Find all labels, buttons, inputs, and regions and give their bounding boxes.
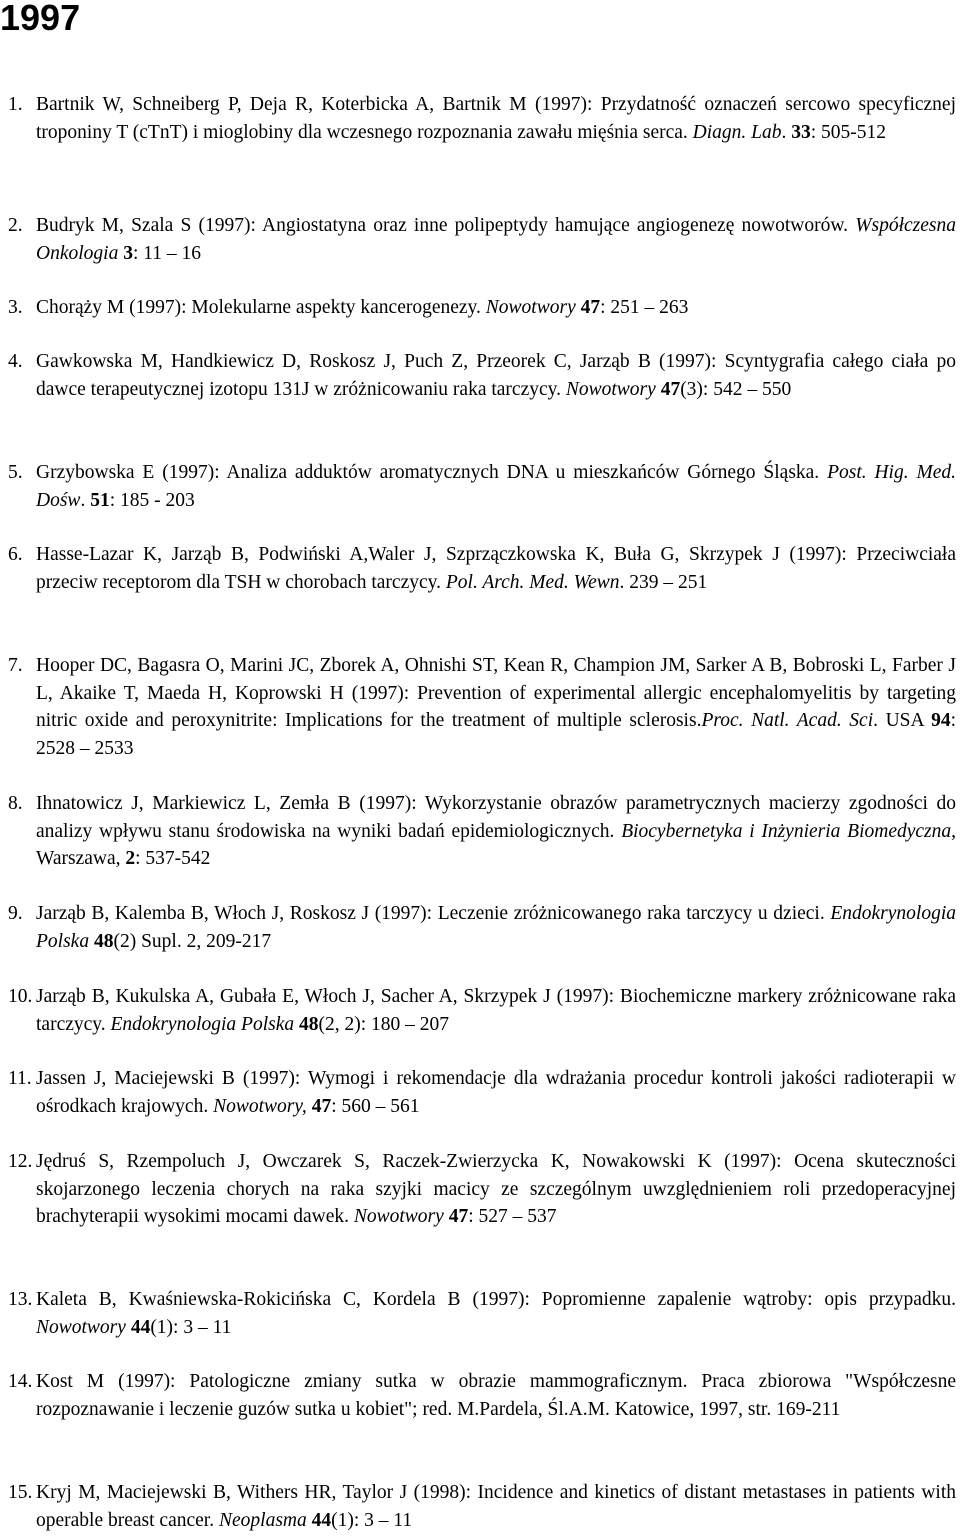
- reference-segment: : 11 – 16: [132, 242, 202, 264]
- reference-segment: Hasse-Lazar K, Jarząb B, Podwiński A,Waler J, Szprzączkowska K, Buła G, Skrzypek J (1997): Przeciwciała przeciw receptorom dla TSH w chorobach tarczycy.: [36, 544, 956, 593]
- reference-segment: Jędruś S, Rzempoluch J, Owczarek S, Raczek-Zwierzycka K, Nowakowski K (1997): Ocena skuteczności skojarzonego leczenia chorych na raka szyjki macicy ze szczególnym uwzględnieniem roli przedoperacyjnej brachyterapii wysokimi mocami dawek.: [36, 1151, 956, 1228]
- reference-text: [36, 1065, 956, 1120]
- reference-segment: Ihnatowicz J, Markiewicz L, Zemła B (1997): Wykorzystanie obrazów parametrycznych macierzy zgodności do analizy wpływu stanu środowiska na wyniki badań epidemiologicznych.: [36, 793, 956, 842]
- reference-segment: : 251 – 263: [600, 297, 689, 318]
- reference-number: 9.: [8, 903, 23, 924]
- volume-number: 51: [90, 489, 110, 511]
- reference-segment: Kaleta B, Kwaśniewska-Rokicińska C, Kordela B (1997): Popromienne zapalenie wątroby: opis przypadku.: [36, 1289, 956, 1310]
- reference-number: 7.: [8, 655, 23, 676]
- volume-number: 48: [298, 1013, 319, 1035]
- reference-text: [36, 983, 956, 1038]
- reference-number: 10.: [8, 986, 33, 1007]
- reference-segment: . USA: [873, 710, 932, 732]
- journal-title: Biocybernetyka i Inżynieria Biomedyczna: [621, 820, 952, 842]
- reference-segment: Bartnik W, Schneiberg P, Deja R, Koterbicka A, Bartnik M (1997): Przydatność oznaczeń sercowo specyficznej troponiny T (cTnT) i mioglobiny dla wczesnego rozpoznania zawału mięśnia serca.: [36, 94, 956, 143]
- reference-segment: (1): 3 – 11: [150, 1316, 232, 1338]
- reference-text: [36, 1148, 956, 1231]
- journal-title: Diagn. Lab: [692, 121, 782, 143]
- reference-segment: Kost M (1997): Patologiczne zmiany sutka w obrazie mammograficznym. Praca zbiorowa "Współczesne rozpoznawanie i leczenie guzów sutka u kobiet"; red. M.Pardela, Śl.A.M. Katowice, 1997, str. 169-211: [36, 1371, 956, 1420]
- reference-text: [36, 790, 956, 873]
- volume-number: 44: [130, 1316, 151, 1338]
- reference-text: [36, 294, 956, 322]
- volume-number: 33: [791, 121, 811, 143]
- reference-segment: Jassen J, Maciejewski B (1997): Wymogi i rekomendacje dla wdrażania procedur kontroli jakości radioterapii w ośrodkach krajowych.: [36, 1068, 956, 1117]
- reference-text: [36, 459, 956, 514]
- reference-text: [36, 652, 956, 763]
- reference-segment: Grzybowska E (1997): Analiza adduktów aromatycznych DNA u mieszkańców Górnego Śląska.: [36, 462, 828, 483]
- reference-number: 6.: [8, 544, 23, 565]
- reference-segment: (3): 542 – 550: [680, 378, 792, 400]
- journal-title: Pol. Arch. Med. Wewn: [445, 571, 620, 593]
- journal-title: Nowotwory: [353, 1206, 444, 1228]
- reference-segment: Jarząb B, Kukulska A, Gubała E, Włoch J, Sacher A, Skrzypek J (1997): Biochemiczne markery zróżnicowane raka tarczycy.: [36, 986, 956, 1035]
- reference-number: 15.: [8, 1482, 33, 1503]
- reference-segment: .: [80, 489, 91, 511]
- reference-text: [36, 91, 956, 146]
- reference-segment: . 239 – 251: [619, 571, 708, 593]
- journal-title: Nowotwory: [485, 297, 576, 318]
- reference-number: 12.: [8, 1151, 33, 1172]
- volume-number: 94: [931, 710, 951, 732]
- reference-number: 14.: [8, 1371, 33, 1392]
- reference-segment: : 505-512: [810, 121, 887, 143]
- reference-number: 1.: [8, 94, 23, 115]
- reference-text: [36, 1368, 956, 1423]
- reference-number: 5.: [8, 462, 23, 483]
- reference-number: 13.: [8, 1289, 33, 1310]
- reference-text: [36, 900, 956, 955]
- journal-title: Nowotwory,: [213, 1095, 307, 1117]
- volume-number: 2: [125, 848, 136, 870]
- reference-segment: : 560 – 561: [331, 1095, 420, 1117]
- reference-segment: : 537-542: [135, 848, 211, 870]
- reference-segment: Chorąży M (1997): Molekularne aspekty kancerogenezy.: [36, 297, 486, 318]
- reference-number: 11.: [8, 1068, 32, 1089]
- reference-segment: : 527 – 537: [468, 1206, 557, 1228]
- reference-segment: , Warszawa,: [36, 820, 957, 870]
- reference-segment: Jarząb B, Kalemba B, Włoch J, Roskosz J (1997): Leczenie zróżnicowanego raka tarczycy u dzieci.: [36, 903, 831, 924]
- volume-number: 47: [580, 297, 601, 318]
- journal-title: Endokrynologia Polska: [110, 1013, 295, 1035]
- volume-number: 47: [311, 1095, 332, 1117]
- page-heading: 1997: [0, 0, 81, 38]
- journal-title: Nowotwory: [565, 378, 656, 400]
- reference-segment: Hooper DC, Bagasra O, Marini JC, Zborek A, Ohnishi ST, Kean R, Champion JM, Sarker A B, Bobroski L, Farber J L, Akaike T, Maeda H, Koprowski H (1997): Prevention of experimental allergic encephalomyelitis by targeting nitric oxide and peroxynitrite: Implications for the treatment of multiple sclerosis.: [36, 655, 956, 732]
- volume-number: 47: [660, 378, 681, 400]
- reference-segment: (2, 2): 180 – 207: [318, 1013, 450, 1035]
- volume-number: 48: [93, 930, 114, 952]
- reference-text: [36, 212, 956, 267]
- reference-segment: (1): 3 – 11: [331, 1509, 413, 1531]
- volume-number: 44: [311, 1509, 332, 1531]
- journal-title: Post. Hig. Med. Dośw: [36, 462, 956, 511]
- reference-segment: Kryj M, Maciejewski B, Withers HR, Taylor J (1998): Incidence and kinetics of distant metastases in patients with operable breast cancer.: [36, 1482, 956, 1531]
- reference-segment: .: [781, 121, 792, 143]
- journal-title: Nowotwory: [36, 1316, 126, 1338]
- reference-text: [36, 348, 956, 403]
- journal-title: Neoplasma: [218, 1509, 307, 1531]
- reference-number: 2.: [8, 215, 23, 236]
- reference-segment: (2) Supl. 2, 209-217: [113, 930, 272, 952]
- reference-number: 8.: [8, 793, 23, 814]
- reference-segment: : 185 - 203: [109, 489, 195, 511]
- reference-number: 3.: [8, 297, 23, 318]
- volume-number: 47: [448, 1206, 469, 1228]
- journal-title: Proc. Natl. Acad. Sci: [701, 710, 874, 732]
- reference-segment: Gawkowska M, Handkiewicz D, Roskosz J, Puch Z, Przeorek C, Jarząb B (1997): Scyntygrafia całego ciała po dawce terapeutycznej izotopu 131J w zróżnicowaniu raka tarczycy.: [36, 351, 956, 400]
- reference-segment: Budryk M, Szala S (1997): Angiostatyna oraz inne polipeptydy hamujące angiogenezę nowotworów.: [36, 215, 856, 236]
- volume-number: 3: [123, 242, 133, 264]
- journal-title: Współczesna Onkologia: [36, 215, 956, 264]
- journal-title: Endokrynologia Polska: [36, 903, 956, 952]
- reference-segment: : 2528 – 2533: [36, 710, 957, 760]
- reference-text: [36, 1286, 956, 1341]
- reference-number: 4.: [8, 351, 23, 372]
- reference-text: [36, 541, 956, 596]
- reference-text: [36, 1479, 956, 1534]
